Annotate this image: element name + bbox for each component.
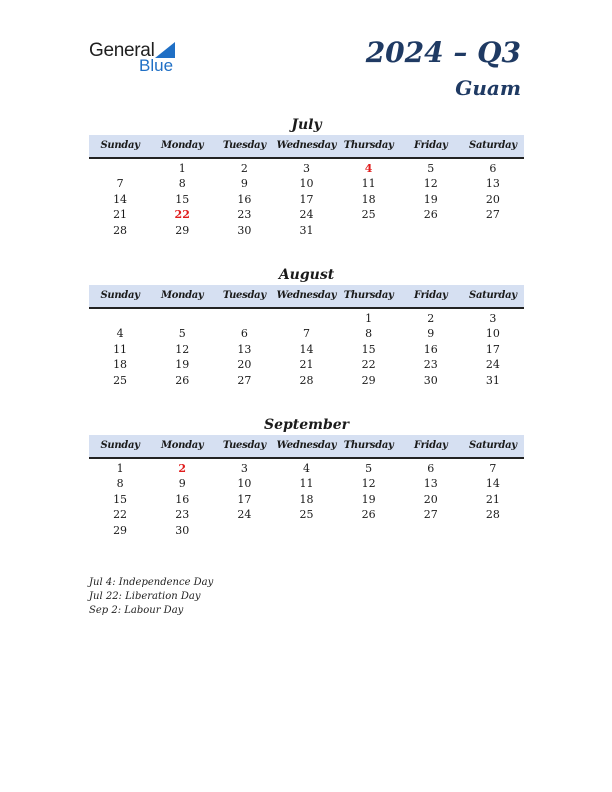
day-cell: 4	[302, 462, 310, 475]
day-cell: 28	[113, 223, 128, 237]
day-cell: 1	[365, 312, 373, 325]
day-cell: 18	[361, 192, 376, 206]
logo-word-blue: Blue	[139, 56, 174, 75]
month-calendar	[89, 265, 524, 388]
day-cell: 9	[178, 477, 186, 491]
day-cell: 28	[485, 508, 500, 522]
day-cell: 8	[178, 177, 186, 191]
day-cell: 18	[299, 492, 314, 506]
day-cell: 23	[175, 508, 190, 522]
weekday-label: Tuesday	[222, 290, 266, 301]
day-cell: 28	[299, 373, 314, 387]
day-cell: 22	[113, 508, 128, 522]
day-cell: 3	[489, 312, 497, 325]
weekday-label: Thursday	[343, 140, 394, 151]
day-cell: 13	[423, 477, 438, 491]
holiday-notes	[89, 576, 213, 618]
empty-day-cell	[89, 161, 151, 176]
weekday-header	[89, 135, 524, 159]
day-cell: 14	[299, 342, 314, 356]
day-cell: 27	[423, 508, 438, 522]
day-cell: 11	[299, 477, 314, 491]
holiday-day-cell: 22	[174, 208, 190, 222]
weekday-label: Friday	[414, 440, 448, 451]
holiday-day-cell: 2	[178, 462, 187, 475]
day-cell: 18	[113, 358, 128, 372]
month-name: September	[263, 417, 350, 433]
day-cell: 22	[361, 358, 376, 372]
day-cell: 13	[237, 342, 252, 356]
day-cell: 2	[240, 162, 248, 175]
weekday-label: Thursday	[343, 440, 394, 451]
day-cell: 14	[113, 192, 128, 206]
day-cell: 21	[113, 208, 128, 222]
holiday-note: Jul 22: Liberation Day	[89, 591, 201, 602]
day-cell: 26	[175, 373, 190, 387]
day-cell: 5	[427, 162, 435, 175]
day-cell: 24	[299, 208, 314, 222]
day-cell: 6	[240, 327, 248, 341]
day-cell: 19	[361, 492, 376, 506]
day-cell: 1	[116, 462, 124, 475]
day-grid	[89, 459, 524, 538]
day-cell: 17	[299, 192, 314, 206]
weekday-label: Saturday	[469, 440, 517, 451]
logo-word-general: General	[89, 40, 155, 61]
day-cell: 2	[427, 312, 435, 325]
weekday-label: Wednesday	[276, 140, 337, 151]
day-cell: 25	[361, 208, 376, 222]
day-cell: 7	[302, 327, 310, 341]
day-cell: 12	[361, 477, 376, 491]
day-cell: 17	[485, 342, 500, 356]
day-cell: 15	[113, 492, 128, 506]
day-cell: 10	[485, 327, 500, 341]
day-cell: 31	[299, 223, 314, 237]
day-cell: 20	[423, 492, 438, 506]
weekday-label: Sunday	[100, 140, 140, 151]
day-cell: 16	[237, 192, 252, 206]
day-cell: 8	[116, 477, 124, 491]
day-cell: 21	[299, 358, 314, 372]
day-cell: 23	[423, 358, 438, 372]
day-cell: 19	[175, 358, 190, 372]
holiday-day-cell: 4	[364, 162, 373, 175]
weekday-label: Sunday	[100, 290, 140, 301]
day-cell: 6	[427, 462, 435, 475]
weekday-label: Friday	[414, 290, 448, 301]
day-cell: 27	[237, 373, 252, 387]
day-cell: 19	[423, 192, 438, 206]
generalblue-logo	[89, 40, 189, 80]
day-cell: 26	[423, 208, 438, 222]
month-name: July	[291, 117, 322, 133]
day-cell: 9	[427, 327, 435, 341]
page-subtitle: Guam	[455, 76, 521, 100]
day-cell: 10	[237, 477, 252, 491]
day-cell: 24	[485, 358, 500, 372]
weekday-label: Tuesday	[222, 140, 266, 151]
day-cell: 3	[302, 162, 310, 175]
day-cell: 3	[240, 462, 248, 475]
holiday-note: Sep 2: Labour Day	[89, 605, 184, 616]
weekday-label: Tuesday	[222, 440, 266, 451]
day-cell: 1	[178, 162, 186, 175]
empty-day-cell	[213, 311, 275, 326]
day-cell: 6	[489, 162, 497, 175]
day-cell: 26	[361, 508, 376, 522]
weekday-label: Friday	[414, 140, 448, 151]
day-cell: 11	[113, 342, 128, 356]
month-calendar	[89, 415, 524, 538]
day-cell: 25	[113, 373, 128, 387]
day-cell: 29	[113, 523, 128, 537]
empty-day-cell	[151, 311, 213, 326]
day-cell: 10	[299, 177, 314, 191]
day-cell: 20	[485, 192, 500, 206]
day-cell: 12	[423, 177, 438, 191]
day-cell: 30	[175, 523, 190, 537]
weekday-label: Saturday	[469, 140, 517, 151]
day-cell: 5	[178, 327, 186, 341]
empty-day-cell	[275, 311, 337, 326]
day-cell: 31	[485, 373, 500, 387]
day-cell: 17	[237, 492, 252, 506]
day-cell: 15	[361, 342, 376, 356]
day-cell: 15	[175, 192, 190, 206]
day-cell: 29	[175, 223, 190, 237]
weekday-label: Saturday	[469, 290, 517, 301]
weekday-label: Wednesday	[276, 290, 337, 301]
day-cell: 12	[175, 342, 190, 356]
day-cell: 7	[116, 177, 124, 191]
day-cell: 4	[116, 327, 124, 341]
page-title: 2024 – Q3	[365, 36, 521, 69]
day-cell: 16	[423, 342, 438, 356]
weekday-label: Thursday	[343, 290, 394, 301]
day-cell: 14	[485, 477, 500, 491]
day-cell: 20	[237, 358, 252, 372]
weekday-label: Sunday	[100, 440, 140, 451]
month-name: August	[278, 267, 335, 283]
day-cell: 16	[175, 492, 190, 506]
weekday-label: Monday	[160, 290, 204, 301]
weekday-label: Wednesday	[276, 440, 337, 451]
day-grid	[89, 159, 524, 238]
day-cell: 30	[423, 373, 438, 387]
month-calendar	[89, 115, 524, 238]
day-cell: 24	[237, 508, 252, 522]
day-cell: 23	[237, 208, 252, 222]
weekday-header	[89, 435, 524, 459]
holiday-note: Jul 4: Independence Day	[89, 577, 214, 588]
day-cell: 13	[485, 177, 500, 191]
day-cell: 7	[489, 462, 497, 475]
empty-day-cell	[89, 311, 151, 326]
day-cell: 21	[485, 492, 500, 506]
day-cell: 30	[237, 223, 252, 237]
day-grid	[89, 309, 524, 388]
day-cell: 11	[361, 177, 376, 191]
day-cell: 5	[365, 462, 373, 475]
day-cell: 27	[485, 208, 500, 222]
day-cell: 25	[299, 508, 314, 522]
day-cell: 8	[365, 327, 373, 341]
weekday-label: Monday	[160, 440, 204, 451]
day-cell: 9	[240, 177, 248, 191]
weekday-header	[89, 285, 524, 309]
weekday-label: Monday	[160, 140, 204, 151]
day-cell: 29	[361, 373, 376, 387]
